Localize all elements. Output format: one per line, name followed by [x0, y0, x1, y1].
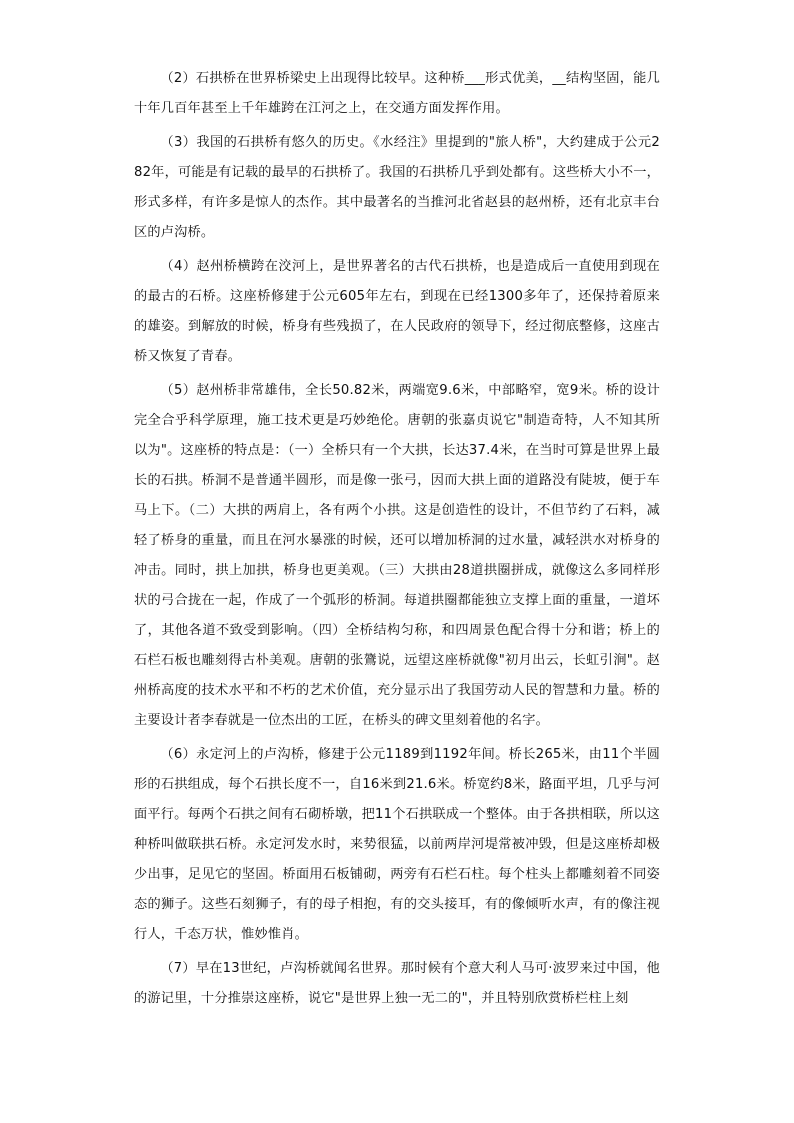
- paragraph-4: （4）赵州桥横跨在洨河上，是世界著名的古代石拱桥，也是造成后一直使用到现在的最古的石桥。这座桥修建于公元605年左右，到现在已经1300多年了，还保持着原来的雄姿。到解放的时候，桥身有些残损了，在人民政府的领导下，经过彻底整修，这座古桥又恢复了青春。: [134, 259, 660, 364]
- paragraph-2: （2）石拱桥在世界桥梁史上出现得比较早。这种桥___形式优美，__结构坚固，能几十年几百年甚至上千年雄跨在江河之上，在交通方面发挥作用。: [134, 71, 660, 116]
- paragraph-5: （5）赵州桥非常雄伟，全长50.82米，两端宽9.6米，中部略窄，宽9米。桥的设计完全合乎科学原理，施工技术更是巧妙绝伦。唐朝的张嘉贞说它"制造奇特，人不知其所以为"。这座桥的特点是：（一）全桥只有一个大拱，长达37.4米，在当时可算是世界上最长的石拱。桥洞不是普通半圆形，而是像一张弓，因而大拱上面的道路没有陡坡，便于车马上下。（二）大拱的两肩上，各有两个小拱。这是创造性的设计，不但节约了石料，减轻了桥身的重量，而且在河水暴涨的时候，还可以增加桥洞的过水量，减轻洪水对桥身的冲击。同时，拱上加拱，桥身也更美观。（三）大拱由28道拱圈拼成，就像这么多同样形状的弓合拢在一起，作成了一个弧形的桥洞。每道拱圈都能独立支撑上面的重量，一道坏了，其他各道不致受到影响。（四）全桥结构匀称，和四周景色配合得十分和谐；桥上的石栏石板也雕刻得古朴美观。唐朝的张鷟说，远望这座桥就像"初月出云，长虹引涧"。赵州桥高度的技术水平和不朽的艺术价值，充分显示出了我国劳动人民的智慧和力量。桥的主要设计者李春就是一位杰出的工匠，在桥头的碑文里刻着他的名字。: [134, 383, 660, 728]
- paragraph-3: （3）我国的石拱桥有悠久的历史。《水经注》里提到的"旅人桥"，大约建成于公元282年，可能是有记载的最早的石拱桥了。我国的石拱桥几乎到处都有。这些桥大小不一，形式多样，有许多是惊人的杰作。其中最著名的当推河北省赵县的赵州桥，还有北京丰台区的卢沟桥。: [134, 135, 660, 240]
- paragraph-6: （6）永定河上的卢沟桥，修建于公元1189到1192年间。桥长265米，由11个半圆形的石拱组成，每个石拱长度不一，自16米到21.6米。桥宽约8米，路面平坦，几乎与河面平行。每两个石拱之间有石砌桥墩，把11个石拱联成一个整体。由于各拱相联，所以这种桥叫做联拱石桥。永定河发水时，来势很猛，以前两岸河堤常被冲毁，但是这座桥却极少出事，足见它的坚固。桥面用石板铺砌，两旁有石栏石柱。每个柱头上都雕刻着不同姿态的狮子。这些石刻狮子，有的母子相抱，有的交头接耳，有的像倾听水声，有的像注视行人，千态万状，惟妙惟肖。: [134, 747, 660, 942]
- paragraph-7: （7）早在13世纪，卢沟桥就闻名世界。那时候有个意大利人马可·波罗来过中国，他的游记里，十分推崇这座桥，说它"是世界上独一无二的"，并且特别欣赏桥栏柱上刻: [134, 961, 660, 1006]
